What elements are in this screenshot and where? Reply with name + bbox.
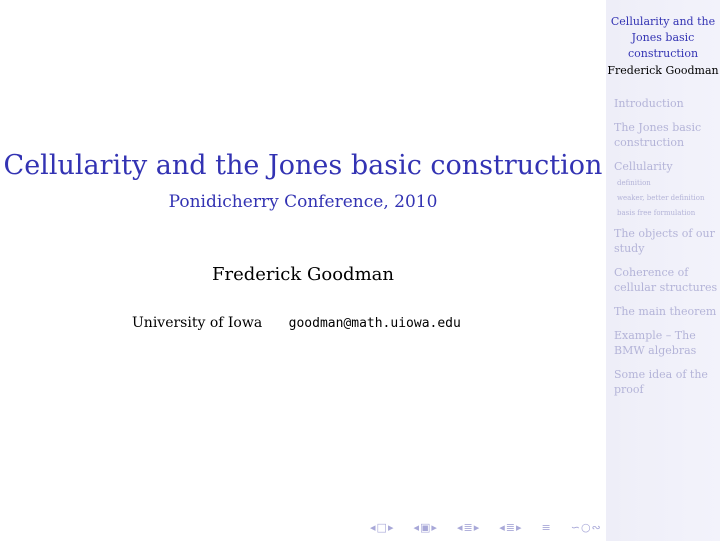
sidebar-subitem-definition[interactable]: definition bbox=[617, 179, 651, 187]
sidebar-author: Frederick Goodman bbox=[607, 64, 719, 77]
nav-section-right-icon[interactable]: ▸ bbox=[515, 521, 523, 534]
sidebar-subsections bbox=[614, 176, 718, 221]
nav-subsection-icon: ≣ bbox=[463, 521, 474, 534]
sidebar-title[interactable]: Cellularity and the Jones basic construction bbox=[610, 15, 716, 60]
sidebar-item-proof-idea[interactable]: Some idea of the proof bbox=[614, 368, 708, 396]
nav-frame-right-icon[interactable]: ▸ bbox=[431, 521, 438, 534]
sidebar-nav bbox=[614, 96, 718, 406]
sidebar bbox=[606, 0, 720, 541]
nav-section-left-icon[interactable]: ◂ bbox=[499, 521, 506, 534]
slide-subtitle: Ponidicherry Conference, 2010 bbox=[168, 192, 438, 212]
nav-subsection-right-icon[interactable]: ▸ bbox=[473, 521, 481, 534]
slide-title: Cellularity and the Jones basic construction bbox=[3, 150, 603, 181]
nav-frame-left-icon[interactable]: ◂ bbox=[413, 521, 420, 534]
sidebar-item-main-theorem[interactable]: The main theorem bbox=[614, 305, 717, 318]
nav-document-icon[interactable]: ≡ bbox=[541, 521, 552, 534]
nav-frame-icon: ▣ bbox=[420, 521, 432, 534]
beamer-navigation-bar bbox=[370, 521, 602, 535]
email-address: goodman@math.uiowa.edu bbox=[288, 316, 461, 331]
nav-slide-left-icon[interactable]: ◂ bbox=[370, 521, 377, 534]
nav-back-forward-icon[interactable]: ○∾ bbox=[580, 521, 602, 534]
nav-slide-right-icon[interactable]: ▸ bbox=[387, 521, 395, 534]
sidebar-item-jones-basic-construction[interactable]: The Jones basic construction bbox=[614, 121, 702, 149]
sidebar-item-coherence[interactable]: Coherence of cellular structures bbox=[614, 266, 718, 294]
slide-author: Frederick Goodman bbox=[212, 264, 394, 285]
nav-slide-icon: □ bbox=[376, 521, 388, 534]
affiliation-line bbox=[132, 315, 461, 331]
sidebar-item-bmw-example[interactable]: Example – The BMW algebras bbox=[614, 329, 697, 357]
sidebar-subitem-basis-free[interactable]: basis free formulation bbox=[617, 209, 696, 217]
nav-section-icon: ≣ bbox=[505, 521, 516, 534]
nav-search-icon[interactable]: ∽ bbox=[570, 521, 581, 534]
institution: University of Iowa bbox=[132, 315, 263, 331]
sidebar-subitem-weaker-definition[interactable]: weaker, better definition bbox=[617, 194, 705, 202]
sidebar-item-introduction[interactable]: Introduction bbox=[614, 97, 684, 110]
sidebar-item-cellularity[interactable]: Cellularity bbox=[614, 160, 673, 173]
nav-subsection-left-icon[interactable]: ◂ bbox=[456, 521, 464, 534]
sidebar-item-objects-of-study[interactable]: The objects of our study bbox=[614, 227, 715, 255]
